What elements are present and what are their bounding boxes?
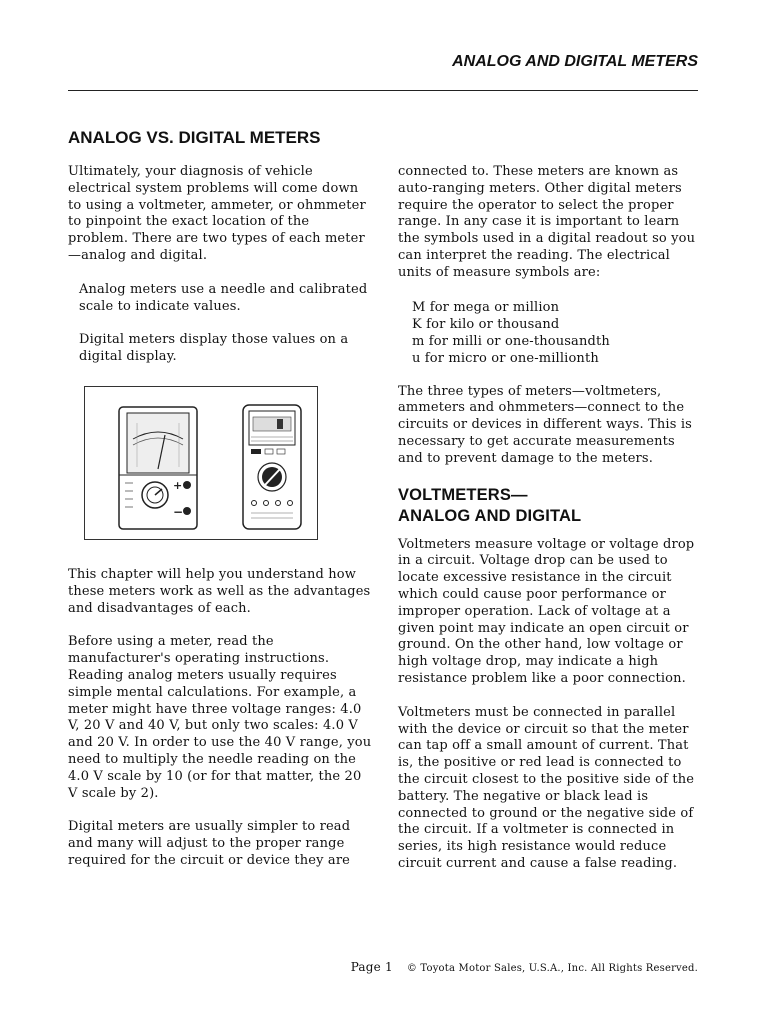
analog-meter-icon — [119, 407, 197, 529]
paragraph-digital-simpler: Digital meters are usually simpler to read and many will adjust to the proper range required for the circuit or device they are — [68, 819, 351, 868]
page-footer — [0, 960, 698, 974]
running-head: ANALOG AND DIGITAL METERS — [452, 53, 698, 70]
analog-digital-meters-drawing — [85, 387, 317, 539]
paragraph-analog-def: Analog meters use a needle and calibrated scale to indicate values. — [79, 281, 368, 314]
section-title: ANALOG VS. DIGITAL METERS — [68, 128, 321, 147]
unit-kilo: K for kilo or thousand — [412, 316, 560, 332]
svg-text:+: + — [173, 479, 183, 492]
paragraph-three-types: The three types of meters—voltmeters, ammeters and ohmmeters—connect to the circuits or devices in different ways. This is necessary to get accurate measurements and to prevent damage to the meters. — [398, 383, 692, 466]
paragraph-before-using: Before using a meter, read the manufacturer's operating instructions. Reading analog meters usually requires simple mental calculations. For example, a meter might have three voltage ranges: 4.0 V, 20 V and 40 V, but only two scales: 4.0 V and 20 V. In order to use the 40 V range, you need to multiply the needle reading on the 4.0 V scale by 10 (or for that matter, the 20 V scale by 2). — [68, 634, 372, 801]
paragraph-auto-ranging: connected to. These meters are known as auto-ranging meters. Other digital meters require the operator to select the proper range. In any case it is important to learn the symbols used in a digital readout so you can interpret the reading. The electrical units of measure symbols are: — [398, 164, 696, 280]
meters-illustration — [84, 386, 318, 540]
right-column — [398, 164, 702, 890]
paragraph-digital-def: Digital meters display those values on a digital display. — [79, 332, 349, 365]
unit-symbols-list — [398, 299, 702, 367]
paragraph-chapter-intro: This chapter will help you understand how these meters work as well as the advantages and disadvantages of each. — [68, 567, 371, 616]
svg-text:−: − — [173, 505, 184, 519]
unit-milli: m for milli or one-thousandth — [412, 333, 610, 349]
left-column-top — [68, 164, 372, 383]
paragraph-voltmeters-parallel: Voltmeters must be connected in parallel with the device or circuit so that the meter can tap off a small amount of current. That is, the positive or red lead is connected to the circuit closest to the positive side of the battery. The negative or black lead is connected to ground or the negative side of the circuit. If a voltmeter is connected in series, its high resistance would reduce circuit current and cause a false reading. — [398, 704, 695, 871]
subhead-voltmeters: VOLTMETERS— ANALOG AND DIGITAL — [398, 485, 582, 525]
unit-micro: u for micro or one-millionth — [412, 350, 599, 366]
left-column-bottom — [68, 567, 372, 887]
page-number: Page 1 — [350, 960, 393, 974]
paragraph-voltmeters-measure: Voltmeters measure voltage or voltage drop in a circuit. Voltage drop can be used to locate excessive resistance in the circuit which could cause poor performance or improper operation. Lack of voltage at a given point may indicate an open circuit or ground. On the other hand, low voltage or high voltage drop, may indicate a high resistance problem like a poor connection. — [398, 536, 695, 686]
digital-meter-icon — [243, 405, 301, 529]
header-rule — [68, 90, 698, 91]
unit-mega: M for mega or million — [412, 299, 560, 315]
paragraph-intro: Ultimately, your diagnosis of vehicle electrical system problems will come down to using a voltmeter, ammeter, or ohmmeter to pinpoint the exact location of the problem. There are two types of each meter—analog and digital. — [68, 164, 366, 263]
copyright: © Toyota Motor Sales, U.S.A., Inc. All Rights Reserved. — [406, 963, 698, 974]
